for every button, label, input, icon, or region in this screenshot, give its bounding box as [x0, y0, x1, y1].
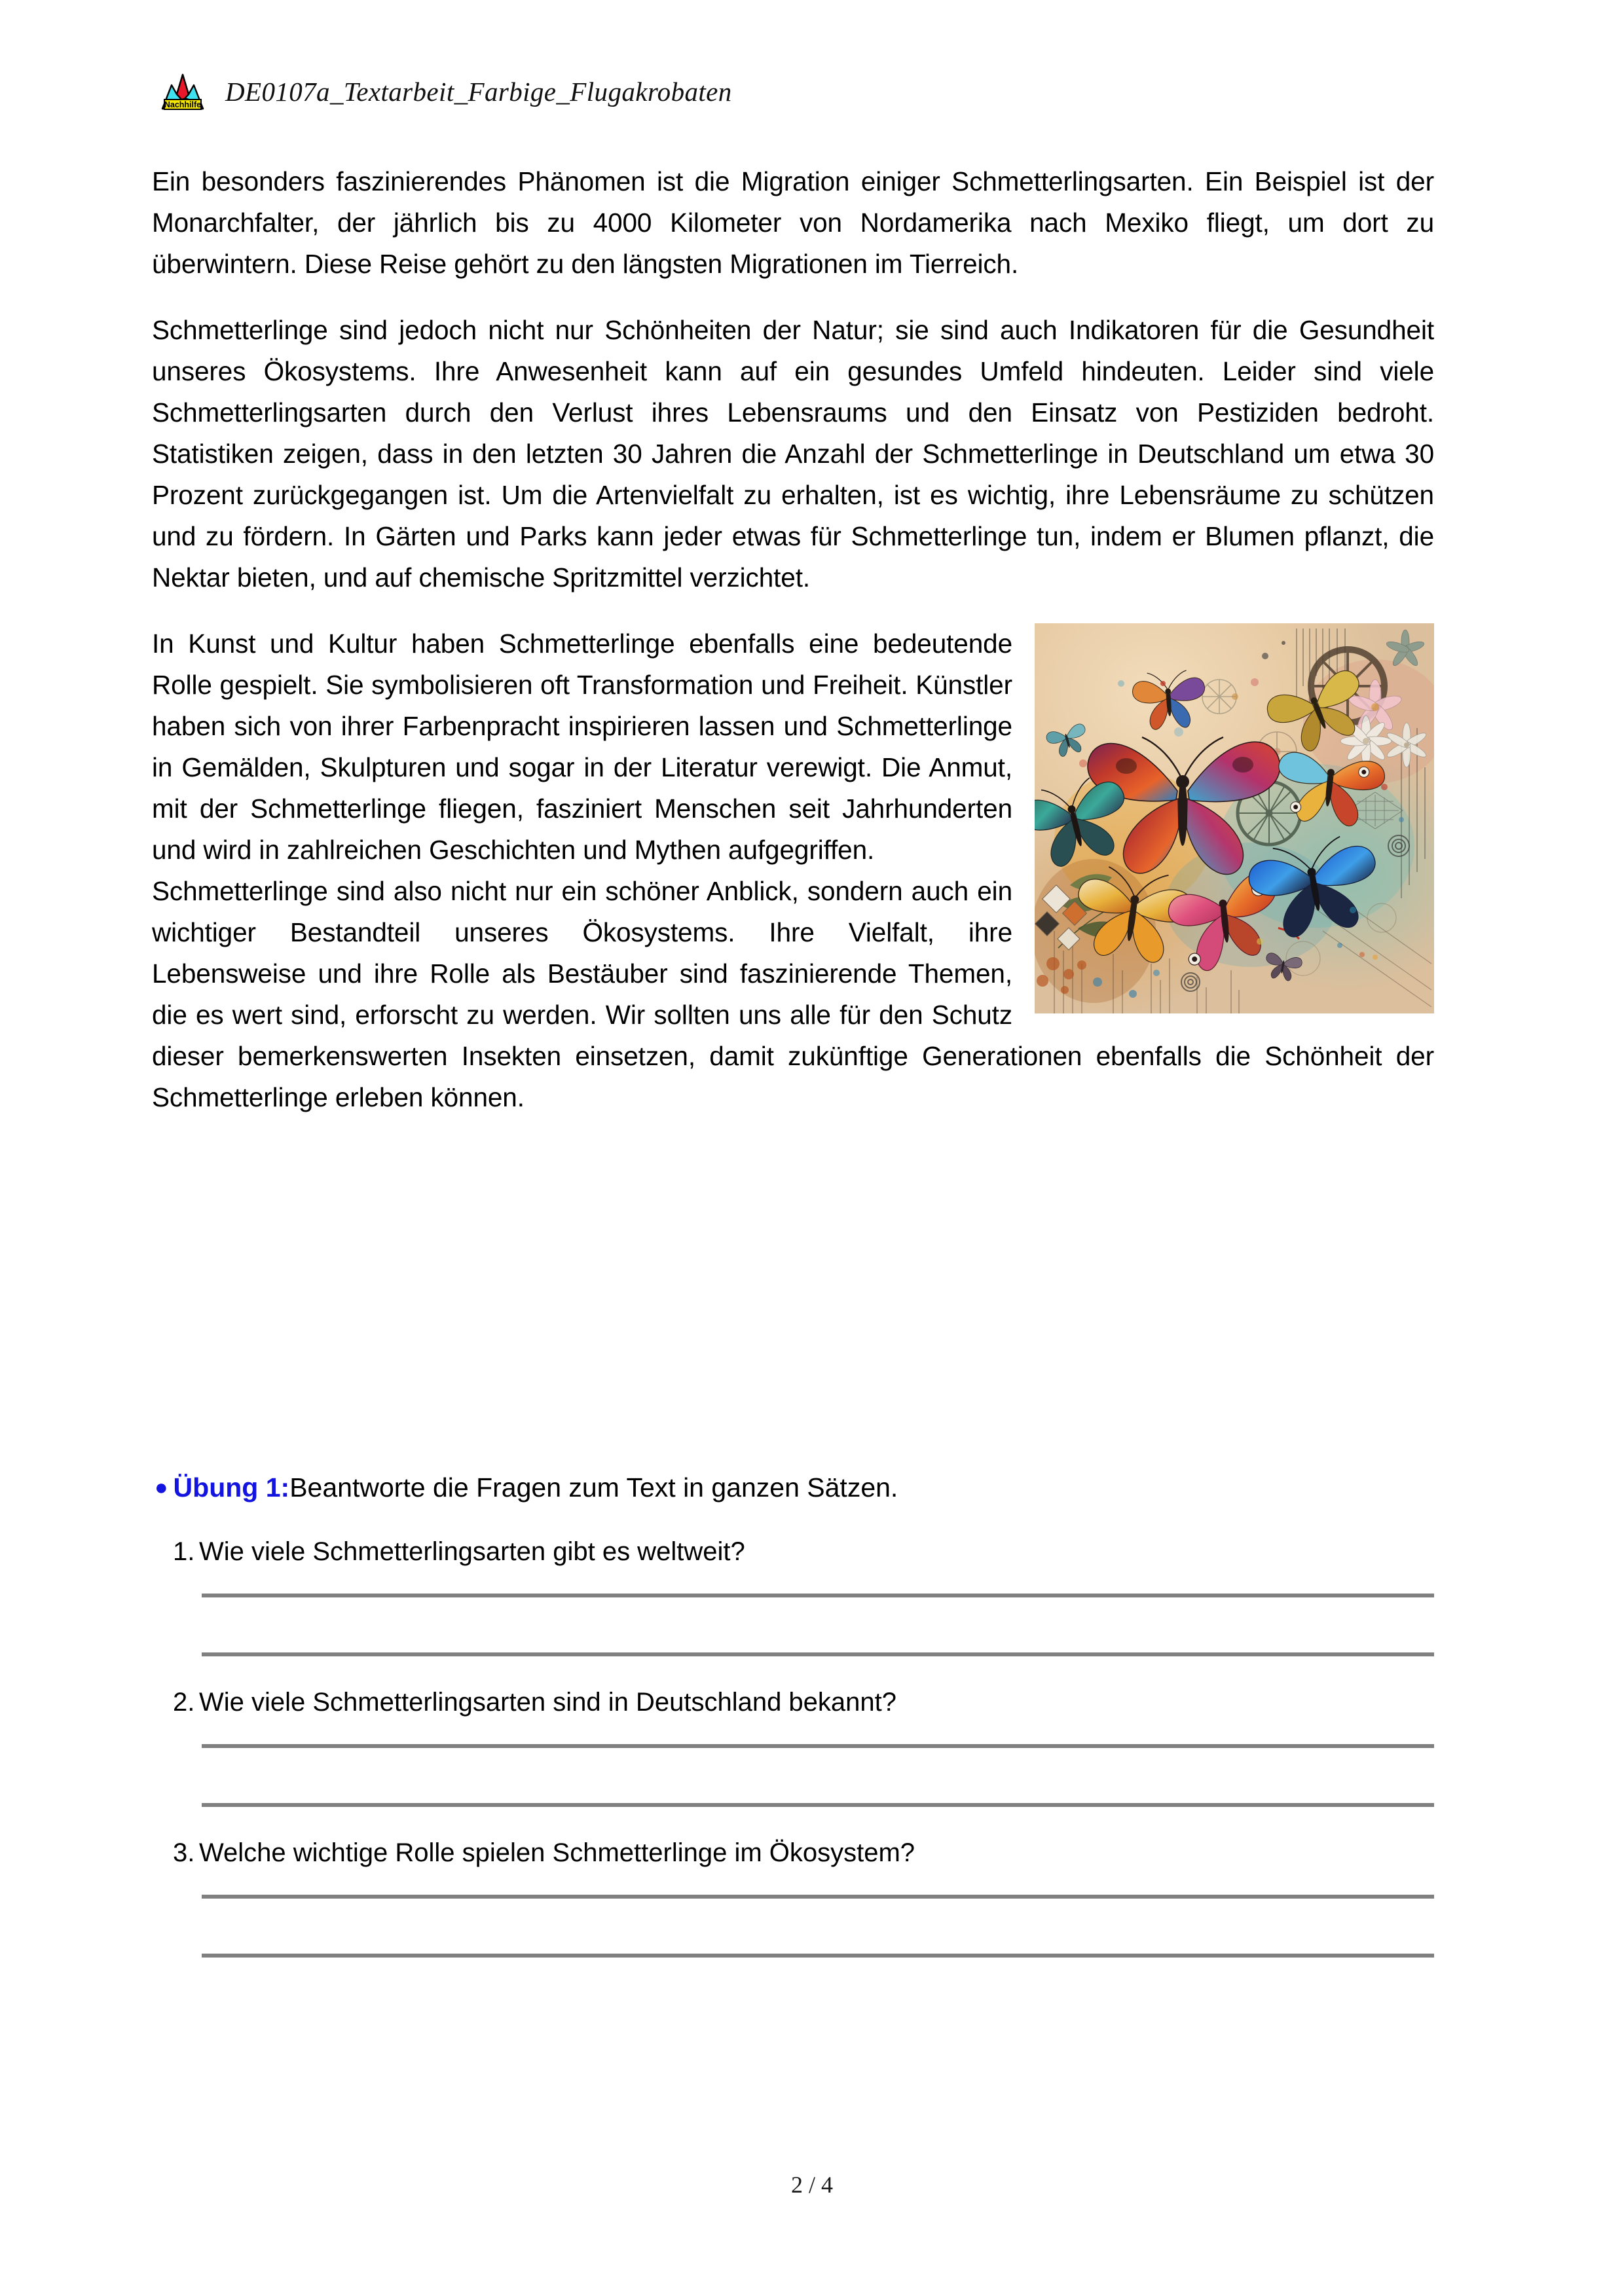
answer-line[interactable] — [202, 1652, 1434, 1656]
question-1 — [155, 1535, 1438, 1569]
answer-line[interactable] — [202, 1803, 1434, 1807]
answer-lines-2 — [155, 1744, 1438, 1807]
paragraph-ecosystem: Schmetterlinge sind jedoch nicht nur Schönheiten der Natur; sie sind auch Indikatoren für die Gesundheit unseres Ökosystems. Ihre Anwesenheit kann auf ein gesundes Umfeld hindeuten. Leider sind viele Schmetterlingsarten durch den Verlust ihres Lebensraums und den Einsatz von Pestiziden bedroht. Statistiken zeigen, dass in den letzten 30 Jahren die Anzahl der Schmetterlinge in Deutschland um etwa 30 Prozent zurückgegangen ist. Um die Artenvielfalt zu erhalten, ist es wichtig, ihre Lebensräume zu schützen und zu fördern. In Gärten und Parks kann jeder etwas für Schmetterlinge tun, indem er Blumen pflanzt, die Nektar bieten, und auf chemische Spritzmittel verzichtet. — [152, 315, 1434, 592]
document-body — [152, 161, 1434, 1118]
nachhilfe-logo-icon — [157, 68, 208, 115]
question-2 — [155, 1685, 1438, 1719]
exercise-instruction: Beantworte die Fragen zum Text in ganzen Sätzen. — [289, 1472, 898, 1503]
question-1-number: 1. — [173, 1537, 195, 1566]
answer-lines-1 — [155, 1594, 1438, 1656]
answer-lines-3 — [155, 1895, 1438, 1958]
question-2-text: Wie viele Schmetterlingsarten sind in Deutschland bekannt? — [199, 1688, 897, 1717]
question-block-1 — [155, 1535, 1438, 1656]
question-2-number: 2. — [173, 1688, 195, 1717]
question-1-text: Wie viele Schmetterlingsarten gibt es weltweit? — [199, 1537, 745, 1566]
art-and-culture-block — [152, 623, 1434, 871]
exercise-heading — [155, 1469, 1438, 1506]
page-header — [157, 62, 1467, 121]
question-3-text: Welche wichtige Rolle spielen Schmetterlinge im Ökosystem? — [199, 1838, 915, 1867]
paragraph-migration: Ein besonders faszinierendes Phänomen ist die Migration einiger Schmetterlingsarten. Ein Beispiel ist der Monarchfalter, der jährlich bis zu 4000 Kilometer von Nordamerika nach Mexiko fliegt, um dort zu überwintern. Diese Reise gehört zu den längsten Migrationen im Tierreich. — [152, 166, 1434, 279]
page-footer — [0, 2171, 1624, 2198]
answer-line[interactable] — [202, 1895, 1434, 1899]
exercise-label: Übung 1: — [173, 1472, 290, 1503]
artwork-float-wrapper — [1035, 623, 1434, 1013]
question-3 — [155, 1836, 1438, 1870]
answer-line[interactable] — [202, 1744, 1434, 1748]
bullet-icon: ● — [155, 1475, 168, 1500]
artwork-texture — [1035, 623, 1434, 1013]
question-3-number: 3. — [173, 1838, 195, 1867]
answer-line[interactable] — [202, 1594, 1434, 1597]
page-number: 2 / 4 — [790, 2172, 833, 2198]
answer-line[interactable] — [202, 1954, 1434, 1958]
document-title: DE0107a_Textarbeit_Farbige_Flugakrobaten — [225, 77, 732, 107]
exercise-section — [155, 1469, 1438, 1958]
question-block-2 — [155, 1685, 1438, 1807]
paragraph-art-culture: In Kunst und Kultur haben Schmetterlinge ebenfalls eine bedeutende Rolle gespielt. Sie symbolisieren oft Transformation und Freiheit. Künstler haben sich von ihrer Farbenpracht inspirieren lassen und Schmetterlinge in Gemälden, Skulpturen und sogar in der Literatur verewigt. Die Anmut, mit der Schmetterlinge fliegen, fasziniert Menschen seit Jahrhunderten und wird in zahlreichen Geschichten und Mythen aufgegriffen. — [152, 629, 1012, 865]
butterfly-collage-illustration — [1035, 623, 1434, 1013]
svg-text:Nachhilfe: Nachhilfe — [164, 100, 202, 109]
paragraph-conclusion: Schmetterlinge sind also nicht nur ein schöner Anblick, sondern auch ein wichtiger Bestandteil unseres Ökosystems. Ihre Vielfalt, ihre Lebensweise und ihre Rolle als Bestäuber sind faszinierende Themen, die es wert sind, erforscht zu werden. Wir sollten uns alle für den Schutz dieser bemerkenswerten Insekten einsetzen, damit zukünftige Generationen ebenfalls die Schönheit der Schmetterlinge erleben können. — [152, 876, 1434, 1112]
question-block-3 — [155, 1836, 1438, 1958]
